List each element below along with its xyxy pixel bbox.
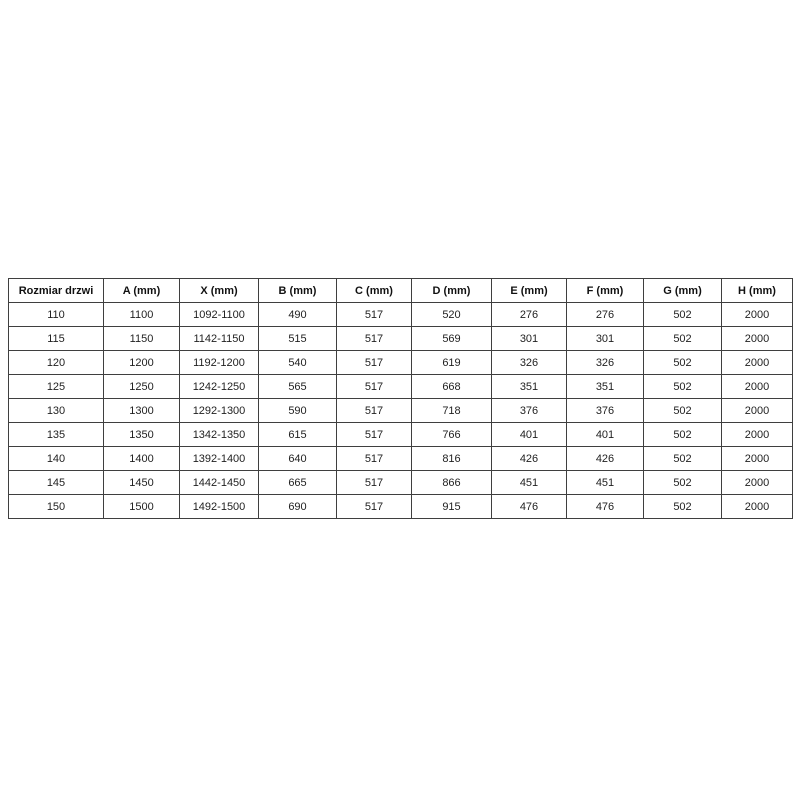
column-header-9: H (mm) — [722, 279, 793, 303]
table-cell: 517 — [337, 303, 412, 327]
table-cell: 426 — [567, 447, 644, 471]
column-header-2: X (mm) — [180, 279, 259, 303]
table-cell: 1192-1200 — [180, 351, 259, 375]
table-cell: 150 — [9, 495, 104, 519]
table-cell: 517 — [337, 447, 412, 471]
table-cell: 301 — [567, 327, 644, 351]
table-cell: 517 — [337, 351, 412, 375]
table-cell: 816 — [412, 447, 492, 471]
table-cell: 401 — [492, 423, 567, 447]
table-cell: 502 — [644, 399, 722, 423]
table-cell: 565 — [259, 375, 337, 399]
table-cell: 718 — [412, 399, 492, 423]
column-header-0: Rozmiar drzwi — [9, 279, 104, 303]
table-cell: 451 — [492, 471, 567, 495]
table-cell: 1392-1400 — [180, 447, 259, 471]
table-cell: 502 — [644, 303, 722, 327]
table-cell: 1200 — [104, 351, 180, 375]
table-cell: 140 — [9, 447, 104, 471]
table-row — [9, 447, 793, 471]
table-cell: 668 — [412, 375, 492, 399]
table-cell: 915 — [412, 495, 492, 519]
table-cell: 502 — [644, 375, 722, 399]
table-cell: 1400 — [104, 447, 180, 471]
table-cell: 1350 — [104, 423, 180, 447]
table-cell: 1450 — [104, 471, 180, 495]
table-cell: 766 — [412, 423, 492, 447]
table-cell: 130 — [9, 399, 104, 423]
table-cell: 115 — [9, 327, 104, 351]
table-cell: 2000 — [722, 375, 793, 399]
table-cell: 1292-1300 — [180, 399, 259, 423]
table-cell: 2000 — [722, 471, 793, 495]
table-cell: 640 — [259, 447, 337, 471]
table-cell: 502 — [644, 351, 722, 375]
table-cell: 1242-1250 — [180, 375, 259, 399]
table-cell: 276 — [492, 303, 567, 327]
table-cell: 517 — [337, 327, 412, 351]
table-cell: 590 — [259, 399, 337, 423]
table-row — [9, 303, 793, 327]
table-cell: 401 — [567, 423, 644, 447]
table-cell: 2000 — [722, 327, 793, 351]
table-row — [9, 471, 793, 495]
table-cell: 2000 — [722, 447, 793, 471]
table-row — [9, 495, 793, 519]
table-cell: 326 — [492, 351, 567, 375]
table-cell: 615 — [259, 423, 337, 447]
table-cell: 376 — [492, 399, 567, 423]
table-cell: 517 — [337, 423, 412, 447]
table-cell: 1342-1350 — [180, 423, 259, 447]
table-cell: 1500 — [104, 495, 180, 519]
table-cell: 301 — [492, 327, 567, 351]
table-cell: 2000 — [722, 423, 793, 447]
table-cell: 515 — [259, 327, 337, 351]
table-row — [9, 399, 793, 423]
table-cell: 476 — [567, 495, 644, 519]
table-cell: 866 — [412, 471, 492, 495]
table-cell: 376 — [567, 399, 644, 423]
table-cell: 517 — [337, 399, 412, 423]
table-cell: 426 — [492, 447, 567, 471]
table-cell: 502 — [644, 447, 722, 471]
table-cell: 502 — [644, 327, 722, 351]
column-header-1: A (mm) — [104, 279, 180, 303]
table-cell: 502 — [644, 423, 722, 447]
column-header-4: C (mm) — [337, 279, 412, 303]
table-cell: 520 — [412, 303, 492, 327]
table-cell: 1250 — [104, 375, 180, 399]
table-cell: 135 — [9, 423, 104, 447]
table-cell: 690 — [259, 495, 337, 519]
table-cell: 502 — [644, 495, 722, 519]
table-cell: 1100 — [104, 303, 180, 327]
table-cell: 665 — [259, 471, 337, 495]
table-cell: 276 — [567, 303, 644, 327]
table-cell: 110 — [9, 303, 104, 327]
table-cell: 619 — [412, 351, 492, 375]
column-header-6: E (mm) — [492, 279, 567, 303]
table-cell: 2000 — [722, 399, 793, 423]
table-cell: 490 — [259, 303, 337, 327]
table-cell: 517 — [337, 495, 412, 519]
table-cell: 1092-1100 — [180, 303, 259, 327]
table-cell: 2000 — [722, 351, 793, 375]
table-cell: 476 — [492, 495, 567, 519]
table-cell: 1300 — [104, 399, 180, 423]
table-cell: 1492-1500 — [180, 495, 259, 519]
table-row — [9, 327, 793, 351]
table-cell: 326 — [567, 351, 644, 375]
column-header-3: B (mm) — [259, 279, 337, 303]
door-size-spec-table — [8, 278, 793, 519]
table-cell: 351 — [567, 375, 644, 399]
table-cell: 1150 — [104, 327, 180, 351]
table-cell: 351 — [492, 375, 567, 399]
door-size-table-container — [8, 278, 792, 519]
column-header-7: F (mm) — [567, 279, 644, 303]
table-row — [9, 375, 793, 399]
table-cell: 120 — [9, 351, 104, 375]
table-cell: 1442-1450 — [180, 471, 259, 495]
table-row — [9, 351, 793, 375]
table-cell: 2000 — [722, 303, 793, 327]
column-header-8: G (mm) — [644, 279, 722, 303]
table-cell: 502 — [644, 471, 722, 495]
table-row — [9, 423, 793, 447]
table-cell: 540 — [259, 351, 337, 375]
table-cell: 517 — [337, 375, 412, 399]
table-cell: 569 — [412, 327, 492, 351]
table-cell: 2000 — [722, 495, 793, 519]
table-header-row — [9, 279, 793, 303]
table-cell: 145 — [9, 471, 104, 495]
table-cell: 125 — [9, 375, 104, 399]
table-cell: 451 — [567, 471, 644, 495]
table-cell: 1142-1150 — [180, 327, 259, 351]
column-header-5: D (mm) — [412, 279, 492, 303]
table-cell: 517 — [337, 471, 412, 495]
